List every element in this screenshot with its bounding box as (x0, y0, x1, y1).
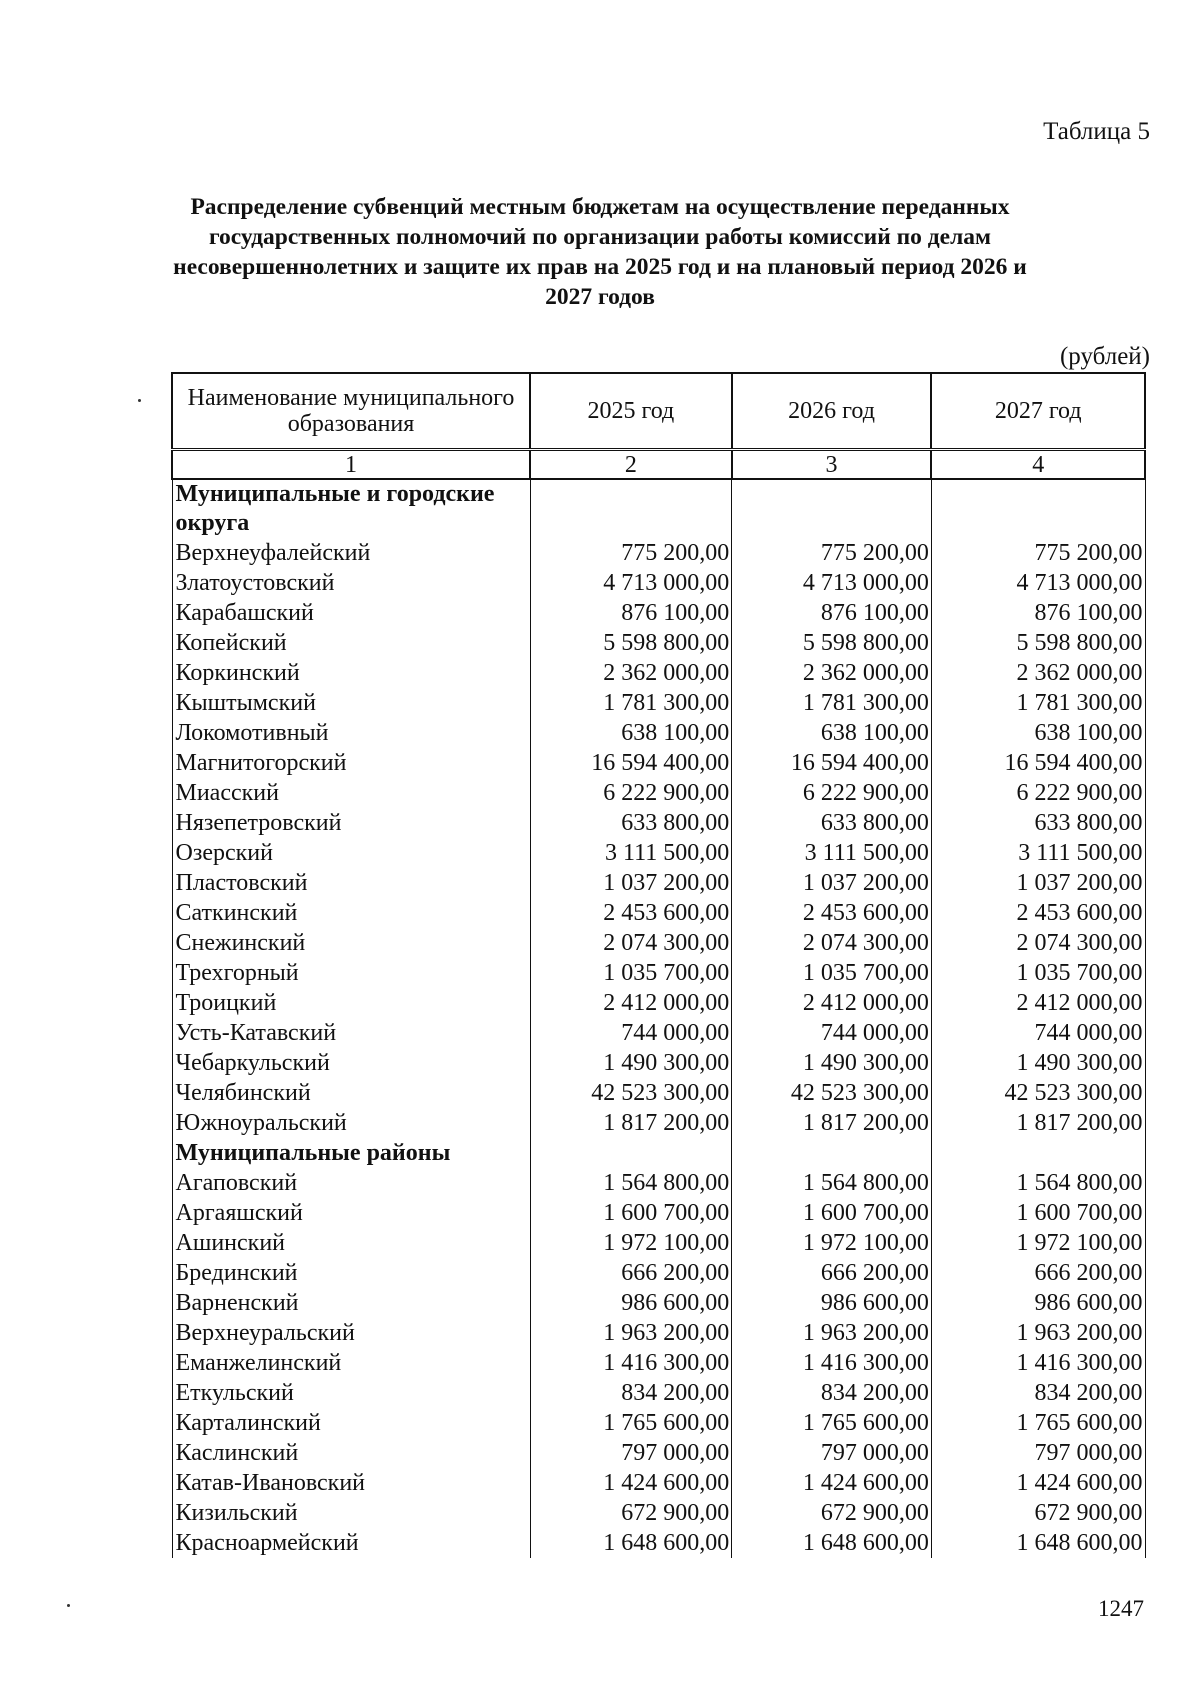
amount-2025: 1 817 200,00 (530, 1108, 732, 1138)
amount-2026: 2 074 300,00 (732, 928, 932, 958)
table-row (172, 1168, 1145, 1198)
amount-2025: 775 200,00 (530, 538, 732, 568)
table-row (172, 898, 1145, 928)
municipality-name: Аргаяшский (172, 1198, 530, 1228)
amount-2027: 1 648 600,00 (931, 1528, 1145, 1558)
amount-2027: 2 453 600,00 (931, 898, 1145, 928)
header-year-2025: 2025 год (530, 373, 732, 450)
amount-2026: 1 564 800,00 (732, 1168, 932, 1198)
amount-2025: 744 000,00 (530, 1018, 732, 1048)
amount-2025: 1 564 800,00 (530, 1168, 732, 1198)
amount-2027: 1 416 300,00 (931, 1348, 1145, 1378)
municipality-name: Снежинский (172, 928, 530, 958)
amount-2027: 1 035 700,00 (931, 958, 1145, 988)
subvention-table (171, 372, 1146, 1558)
amount-2026: 1 600 700,00 (732, 1198, 932, 1228)
document-title: Распределение субвенций местным бюджетам на осуществление переданных государственных полномочий по организации работы комиссий по делам несовершеннолетних и защите их прав на 2025 год и на плановый период 2026 и 2027 годов (173, 194, 1027, 310)
amount-2026: 4 713 000,00 (732, 568, 932, 598)
municipality-name: Агаповский (172, 1168, 530, 1198)
header-year-2026: 2026 год (732, 373, 932, 450)
table-row (172, 658, 1145, 688)
amount-2025: 2 362 000,00 (530, 658, 732, 688)
municipality-name: Варненский (172, 1288, 530, 1318)
amount-2027: 5 598 800,00 (931, 628, 1145, 658)
table-row (172, 688, 1145, 718)
table-row (172, 628, 1145, 658)
table-label: Таблица 5 (1043, 118, 1150, 145)
amount-2026: 1 817 200,00 (732, 1108, 932, 1138)
column-number: 1 (172, 450, 530, 480)
amount-2026: 1 490 300,00 (732, 1048, 932, 1078)
amount-2026: 1 648 600,00 (732, 1528, 932, 1558)
municipality-name: Златоустовский (172, 568, 530, 598)
amount-2027: 638 100,00 (931, 718, 1145, 748)
amount-2027: 1 600 700,00 (931, 1198, 1145, 1228)
municipality-name: Озерский (172, 838, 530, 868)
amount-2027: 1 781 300,00 (931, 688, 1145, 718)
group-header-row (172, 479, 1145, 538)
amount-2026: 986 600,00 (732, 1288, 932, 1318)
group-header-row (172, 1138, 1145, 1168)
column-number: 3 (732, 450, 932, 480)
amount-2025: 638 100,00 (530, 718, 732, 748)
amount-2027: 744 000,00 (931, 1018, 1145, 1048)
amount-2025: 633 800,00 (530, 808, 732, 838)
amount-2026: 1 424 600,00 (732, 1468, 932, 1498)
municipality-name: Южноуральский (172, 1108, 530, 1138)
amount-2027: 42 523 300,00 (931, 1078, 1145, 1108)
amount-2027: 2 412 000,00 (931, 988, 1145, 1018)
municipality-name: Локомотивный (172, 718, 530, 748)
table-row (172, 1378, 1145, 1408)
table-row (172, 598, 1145, 628)
amount-2025 (530, 1138, 732, 1168)
amount-2026: 775 200,00 (732, 538, 932, 568)
amount-2027: 1 564 800,00 (931, 1168, 1145, 1198)
municipality-name: Трехгорный (172, 958, 530, 988)
units-label: (рублей) (1059, 343, 1150, 370)
amount-2025: 1 037 200,00 (530, 868, 732, 898)
amount-2027: 1 817 200,00 (931, 1108, 1145, 1138)
amount-2027: 1 972 100,00 (931, 1228, 1145, 1258)
amount-2025: 672 900,00 (530, 1498, 732, 1528)
amount-2025: 797 000,00 (530, 1438, 732, 1468)
table-row (172, 958, 1145, 988)
table-row (172, 1288, 1145, 1318)
table-row (172, 1438, 1145, 1468)
amount-2026: 1 037 200,00 (732, 868, 932, 898)
municipality-name: Карталинский (172, 1408, 530, 1438)
scan-speck (138, 399, 141, 402)
amount-2026: 2 412 000,00 (732, 988, 932, 1018)
municipality-name: Нязепетровский (172, 808, 530, 838)
municipality-name: Коркинский (172, 658, 530, 688)
amount-2025: 1 490 300,00 (530, 1048, 732, 1078)
amount-2025: 6 222 900,00 (530, 778, 732, 808)
table-row (172, 1468, 1145, 1498)
amount-2026: 16 594 400,00 (732, 748, 932, 778)
table-row (172, 538, 1145, 568)
table-row (172, 928, 1145, 958)
amount-2025: 834 200,00 (530, 1378, 732, 1408)
amount-2027: 876 100,00 (931, 598, 1145, 628)
amount-2026: 1 035 700,00 (732, 958, 932, 988)
municipality-name: Брединский (172, 1258, 530, 1288)
municipality-name: Усть-Катавский (172, 1018, 530, 1048)
table-row (172, 1408, 1145, 1438)
amount-2026: 876 100,00 (732, 598, 932, 628)
amount-2025: 1 035 700,00 (530, 958, 732, 988)
amount-2026: 744 000,00 (732, 1018, 932, 1048)
amount-2025: 3 111 500,00 (530, 838, 732, 868)
amount-2027: 672 900,00 (931, 1498, 1145, 1528)
table-row (172, 778, 1145, 808)
group-name: Муниципальные районы (172, 1138, 530, 1168)
amount-2027: 2 362 000,00 (931, 658, 1145, 688)
column-number: 4 (931, 450, 1145, 480)
municipality-name: Копейский (172, 628, 530, 658)
table-row (172, 1258, 1145, 1288)
amount-2025: 666 200,00 (530, 1258, 732, 1288)
amount-2026: 1 972 100,00 (732, 1228, 932, 1258)
municipality-name: Ашинский (172, 1228, 530, 1258)
amount-2027: 1 765 600,00 (931, 1408, 1145, 1438)
table-row (172, 868, 1145, 898)
table-row (172, 1318, 1145, 1348)
municipality-name: Карабашский (172, 598, 530, 628)
amount-2027 (931, 479, 1145, 538)
table-row (172, 808, 1145, 838)
amount-2026: 2 453 600,00 (732, 898, 932, 928)
amount-2027: 834 200,00 (931, 1378, 1145, 1408)
amount-2027: 4 713 000,00 (931, 568, 1145, 598)
amount-2025: 5 598 800,00 (530, 628, 732, 658)
municipality-name: Миасский (172, 778, 530, 808)
municipality-name: Еманжелинский (172, 1348, 530, 1378)
table-row (172, 718, 1145, 748)
amount-2026: 797 000,00 (732, 1438, 932, 1468)
amount-2025: 42 523 300,00 (530, 1078, 732, 1108)
amount-2026: 666 200,00 (732, 1258, 932, 1288)
header-municipality: Наименование муниципального образования (172, 373, 530, 450)
amount-2027: 2 074 300,00 (931, 928, 1145, 958)
amount-2026 (732, 1138, 932, 1168)
amount-2027: 1 424 600,00 (931, 1468, 1145, 1498)
amount-2025: 16 594 400,00 (530, 748, 732, 778)
amount-2027: 1 490 300,00 (931, 1048, 1145, 1078)
amount-2026 (732, 479, 932, 538)
table-header (172, 373, 1145, 479)
amount-2025: 876 100,00 (530, 598, 732, 628)
amount-2026: 42 523 300,00 (732, 1078, 932, 1108)
amount-2026: 3 111 500,00 (732, 838, 932, 868)
municipality-name: Пластовский (172, 868, 530, 898)
amount-2026: 1 765 600,00 (732, 1408, 932, 1438)
amount-2026: 5 598 800,00 (732, 628, 932, 658)
column-number-row (172, 450, 1145, 480)
amount-2026: 672 900,00 (732, 1498, 932, 1528)
amount-2025: 1 765 600,00 (530, 1408, 732, 1438)
amount-2025: 1 416 300,00 (530, 1348, 732, 1378)
amount-2026: 1 416 300,00 (732, 1348, 932, 1378)
table-row (172, 838, 1145, 868)
amount-2026: 633 800,00 (732, 808, 932, 838)
amount-2025: 1 972 100,00 (530, 1228, 732, 1258)
page-number: 1247 (1098, 1596, 1144, 1621)
amount-2025: 1 963 200,00 (530, 1318, 732, 1348)
municipality-name: Магнитогорский (172, 748, 530, 778)
amount-2027: 16 594 400,00 (931, 748, 1145, 778)
amount-2025: 1 600 700,00 (530, 1198, 732, 1228)
amount-2027: 986 600,00 (931, 1288, 1145, 1318)
amount-2027: 1 963 200,00 (931, 1318, 1145, 1348)
municipality-name: Кыштымский (172, 688, 530, 718)
amount-2025: 1 424 600,00 (530, 1468, 732, 1498)
amount-2025: 1 648 600,00 (530, 1528, 732, 1558)
group-name: Муниципальные и городские округа (172, 479, 530, 538)
municipality-name: Верхнеуральский (172, 1318, 530, 1348)
amount-2026: 1 963 200,00 (732, 1318, 932, 1348)
table-row (172, 1108, 1145, 1138)
municipality-name: Чебаркульский (172, 1048, 530, 1078)
amount-2025: 2 412 000,00 (530, 988, 732, 1018)
table-row (172, 1228, 1145, 1258)
table-row (172, 1498, 1145, 1528)
municipality-name: Верхнеуфалейский (172, 538, 530, 568)
municipality-name: Кизильский (172, 1498, 530, 1528)
amount-2025: 1 781 300,00 (530, 688, 732, 718)
municipality-name: Красноармейский (172, 1528, 530, 1558)
table-row (172, 1198, 1145, 1228)
amount-2025: 4 713 000,00 (530, 568, 732, 598)
municipality-name: Троицкий (172, 988, 530, 1018)
table-row (172, 1528, 1145, 1558)
table-row (172, 568, 1145, 598)
amount-2025: 2 453 600,00 (530, 898, 732, 928)
amount-2026: 6 222 900,00 (732, 778, 932, 808)
municipality-name: Еткульский (172, 1378, 530, 1408)
table-body (172, 479, 1145, 1558)
amount-2026: 834 200,00 (732, 1378, 932, 1408)
municipality-name: Челябинский (172, 1078, 530, 1108)
table-row (172, 988, 1145, 1018)
table-row (172, 1348, 1145, 1378)
amount-2027 (931, 1138, 1145, 1168)
municipality-name: Каслинский (172, 1438, 530, 1468)
table-row (172, 1078, 1145, 1108)
amount-2027: 775 200,00 (931, 538, 1145, 568)
amount-2027: 797 000,00 (931, 1438, 1145, 1468)
column-number: 2 (530, 450, 732, 480)
municipality-name: Саткинский (172, 898, 530, 928)
amount-2026: 1 781 300,00 (732, 688, 932, 718)
amount-2027: 3 111 500,00 (931, 838, 1145, 868)
table-row (172, 1048, 1145, 1078)
table-row (172, 1018, 1145, 1048)
amount-2027: 6 222 900,00 (931, 778, 1145, 808)
header-row (172, 373, 1145, 450)
header-year-2027: 2027 год (931, 373, 1145, 450)
amount-2027: 666 200,00 (931, 1258, 1145, 1288)
amount-2027: 1 037 200,00 (931, 868, 1145, 898)
amount-2025 (530, 479, 732, 538)
table-row (172, 748, 1145, 778)
municipality-name: Катав-Ивановский (172, 1468, 530, 1498)
amount-2026: 638 100,00 (732, 718, 932, 748)
amount-2025: 2 074 300,00 (530, 928, 732, 958)
amount-2026: 2 362 000,00 (732, 658, 932, 688)
amount-2027: 633 800,00 (931, 808, 1145, 838)
scan-speck (67, 1604, 70, 1607)
amount-2025: 986 600,00 (530, 1288, 732, 1318)
